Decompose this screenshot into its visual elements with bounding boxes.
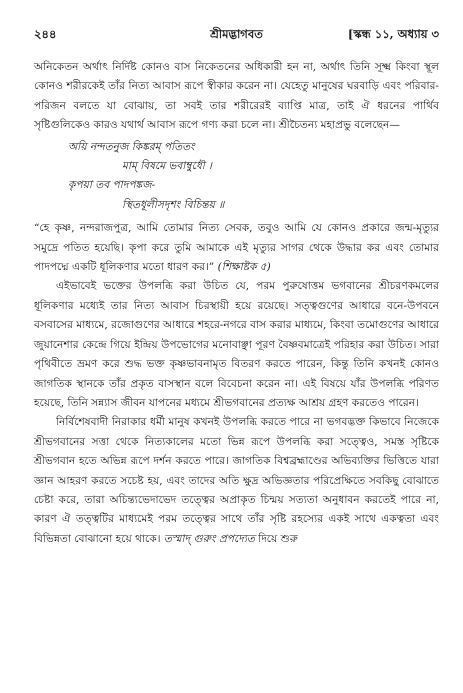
verse-line-3: কৃপয়া তব পাদপঙ্কজ- xyxy=(68,179,156,192)
sanskrit-verse xyxy=(68,138,439,216)
paragraph-3-tail: দিয়ে শুরু xyxy=(258,532,298,545)
book-page xyxy=(34,24,439,549)
verse-line-1: অয়ি নন্দতনুজ কিঙ্করম্ পতিতং xyxy=(68,140,195,153)
paragraph-3 xyxy=(34,413,439,549)
verse-line-4: স্থিতধূলীসদৃশং বিচিন্তয় ॥ xyxy=(122,198,225,211)
translation-text: “হে কৃষ্ণ, নন্দরাজপুত্র, আমি তোমার নিত্য সেবক, তবুও আমি যে কোনও প্রকারে জন্ম-মৃত্যুর সমুদ্রে পতিত হয়েছি। কৃপা করে তুমি আমাকে এই মৃত্যুর সাগর থেকে উদ্ধার কর এবং তোমার পাদপদ্মে একটি ধূলিকণার মতো ধারণ কর।” xyxy=(34,222,439,274)
paragraph-1: অনিকেতন অর্থাৎ নির্দিষ্ট কোনও বাস নিকেতনের অধিকারী হন না, অর্থাৎ তিনি সূক্ষ্ম কিংবা স্থূল কোনও শরীরকেই তাঁর নিত্য আবাস রূপে স্বীকার করেন না। যেহেতু মানুষের ঘরবাড়ি এবং পরিবার-পরিজন বলতে যা বোঝায়, তা সবই তার শরীরেরই ব্যাপ্তি মাত্র, তাই ঐ ধরনের পার্থিব সৃষ্টিগুলিকেও কারও যথার্থ আবাস রূপে গণ্য করা চলে না। শ্রীচৈতন্য মহাপ্রভু বলেছেন— xyxy=(34,61,439,132)
paragraph-2: এইভাবেই ভক্তের উপলব্ধি করা উচিত যে, পরম পুরুষোত্তম ভগবানের শ্রীচরণকমলের ধূলিকণার মধ্যেই তার নিত্য আবাস চিরস্থায়ী হয়ে রয়েছে। সত্ত্বগুণের আধারে বনে-উপবনে বসবাসের মাধ্যমে, রজোগুণের আধারে শহরে-নগরে বাস করার মাধ্যমে, কিংবা তমোগুণের আধারে জুয়ানেশার কেন্দ্রে গিয়ে ইন্দ্রিয় উপভোগের মনোবাঞ্ছা পূরণ বৈষ্ণবমাত্রেই পরিহার করা উচিত। সারা পৃথিবীতে ভ্রমণ করে শুদ্ধ ভক্ত কৃষ্ণভাবনামৃত বিতরণ করতে পারেন, কিন্তু তিনি কখনই কোনও জাগতিক স্থানকে তাঁর প্রকৃত বাসস্থান বলে বিবেচনা করেন না। এই বিষয়ে যাঁর উপলব্ধি পরিণত হয়েছে, তিনি সন্ন্যাস জীবন যাপনের মধ্যমে শ্রীভগবানের প্রত্যক্ষ আশ্রয় গ্রহণ করতেও পারেন। xyxy=(34,280,439,409)
paragraph-3-main: নির্বিশেষবাদী নিরাকার ধর্মী মানুষ কখনই উপলব্ধি করতে পারে না ভগবদ্ভক্ত কিভাবে নিজেকে শ্রীভগবানের সত্তা থেকে নিত্যকালের মতো ভিন্ন রূপে উপলব্ধি করা সত্ত্বেও, সমস্ত সৃষ্টিকে শ্রীভগবান হতে অভিন্ন রূপে দর্শন করতে পারে। জাগতিক বিশ্বব্রহ্মাণ্ডের অভিব্যক্তির ভিত্তিতে যারা জ্ঞান আহরণ করতে সচেষ্ট হয়, এবং তাদের অতি ক্ষুদ্র অভিজ্ঞতার পরিপ্রেক্ষিতে সবকিছু বোঝাতে চেষ্টা করে, তারা অচিন্ত্যভেদাভেদ তত্ত্বের অপ্রাকৃত চিন্ময় সত্যতা অনুধাবন করতেই পারে না, কারণ ঐ তত্ত্বটির মাধ্যমেই পরম তত্ত্বের সাথে তাঁর সৃষ্টি রহস্যের একই সাথে একত্বতা এবং বিভিন্নতা বোঝানো হয়ে থাকে। xyxy=(34,416,439,545)
running-header xyxy=(34,24,439,46)
verse-line-2: মাম্ বিষমে ভবাম্বুধৌ । xyxy=(122,160,212,173)
section-reference: [স্কন্ধ ১১, অধ্যায় ৩ xyxy=(347,27,439,41)
paragraph-3-italic-phrase: তস্মাদ্ গুরুং প্রপদ্যেত xyxy=(163,532,255,545)
verse-citation: (শিক্ষাষ্টক ৫) xyxy=(217,261,271,274)
page-number: ২৪৪ xyxy=(34,27,57,41)
book-title: শ্রীমদ্ভাগবত xyxy=(210,27,263,41)
page-body xyxy=(34,58,439,549)
verse-translation xyxy=(34,219,439,277)
